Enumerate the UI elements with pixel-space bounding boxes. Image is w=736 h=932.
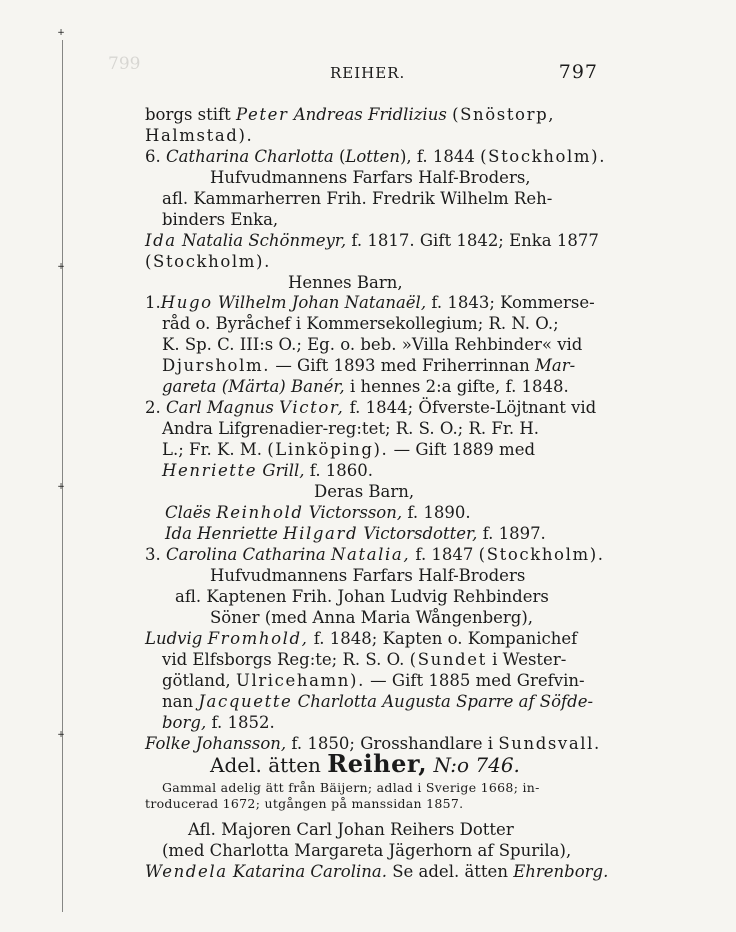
text-line: (med Charlotta Margareta Jägerhorn af Spurila), <box>162 841 572 860</box>
text-line: borgs stift Peter Andreas Fridlizius (Snöstorp, <box>145 105 556 124</box>
text-line: Halmstad). <box>145 126 254 145</box>
text-line: Hufvudmannens Farfars Half-Broders, <box>210 168 531 187</box>
text-line: nan Jacquette Charlotta Augusta Sparre af Söfde- <box>162 692 594 711</box>
page-header <box>138 62 600 84</box>
text-line: Ida Henriette Hilgard Victorsdotter, f. 1897. <box>165 524 546 543</box>
text-line: götland, Ulricehamn). — Gift 1885 med Grefvin- <box>162 671 585 690</box>
text-line: Ida Natalia Schönmeyr, f. 1817. Gift 1842; Enka 1877 <box>145 231 599 250</box>
text-line: L.; Fr. K. M. (Linköping). — Gift 1889 med <box>162 440 536 459</box>
text-line: Hennes Barn, <box>288 273 403 292</box>
margin-mark: + <box>57 482 65 492</box>
text-line: Afl. Majoren Carl Johan Reihers Dotter <box>188 820 514 839</box>
text-line: afl. Kammarherren Frih. Fredrik Wilhelm Reh- <box>162 189 553 208</box>
text-line: Djursholm. — Gift 1893 med Friherrinnan Mar- <box>162 356 576 375</box>
text-line: 1.Hugo Wilhelm Johan Natanaël, f. 1843; Kommerse- <box>145 293 595 312</box>
text-line: borg, f. 1852. <box>162 713 275 732</box>
section-heading: Adel. ätten Reiher, N:o 746. <box>210 749 520 778</box>
margin-mark: + <box>57 262 65 272</box>
text-line: 3. Carolina Catharina Natalia, f. 1847 (Stockholm). <box>145 545 605 564</box>
text-line: gareta (Märta) Banér, i hennes 2:a gifte, f. 1848. <box>162 377 569 396</box>
text-line: vid Elfsborgs Reg:te; R. S. O. (Sundet i Wester- <box>162 650 567 669</box>
margin-mark: + <box>57 28 65 38</box>
text-line: Söner (med Anna Maria Wångenberg), <box>210 608 534 627</box>
text-line: Folke Johansson, f. 1850; Grosshandlare i Sundsvall. <box>145 734 601 753</box>
text-line: Wendela Katarina Carolina. Se adel. ätten Ehrenborg. <box>145 862 609 881</box>
section-note: troducerad 1672; utgången på manssidan 1857. <box>145 796 464 811</box>
text-line: 2. Carl Magnus Victor, f. 1844; Öfverste-Löjtnant vid <box>145 398 597 417</box>
text-line: Henriette Grill, f. 1860. <box>162 461 374 480</box>
text-line: afl. Kaptenen Frih. Johan Ludvig Rehbinders <box>175 587 549 606</box>
text-line: 6. Catharina Charlotta (Lotten), f. 1844 (Stockholm). <box>145 147 607 166</box>
text-line: Deras Barn, <box>314 482 415 501</box>
text-line: Hufvudmannens Farfars Half-Broders <box>210 566 526 585</box>
binding-margin-line <box>62 40 63 912</box>
text-line: (Stockholm). <box>145 252 271 271</box>
text-line: binders Enka, <box>162 210 279 229</box>
page-number: 797 <box>558 61 598 83</box>
text-line: Andra Lifgrenadier-reg:tet; R. S. O.; R. Fr. H. <box>162 419 540 438</box>
text-line: Claës Reinhold Victorsson, f. 1890. <box>165 503 471 522</box>
running-head: REIHER. <box>330 64 406 82</box>
margin-mark: + <box>57 730 65 740</box>
text-line: Ludvig Fromhold, f. 1848; Kapten o. Kompanichef <box>145 629 578 648</box>
section-note: Gammal adelig ätt från Bäijern; adlad i Sverige 1668; in- <box>162 780 540 795</box>
text-line: råd o. Byråchef i Kommersekollegium; R. N. O.; <box>162 314 559 333</box>
text-line: K. Sp. C. III:s O.; Eg. o. beb. »Villa Rehbinder« vid <box>162 335 583 354</box>
bleed-through-number: 799 <box>108 54 141 74</box>
